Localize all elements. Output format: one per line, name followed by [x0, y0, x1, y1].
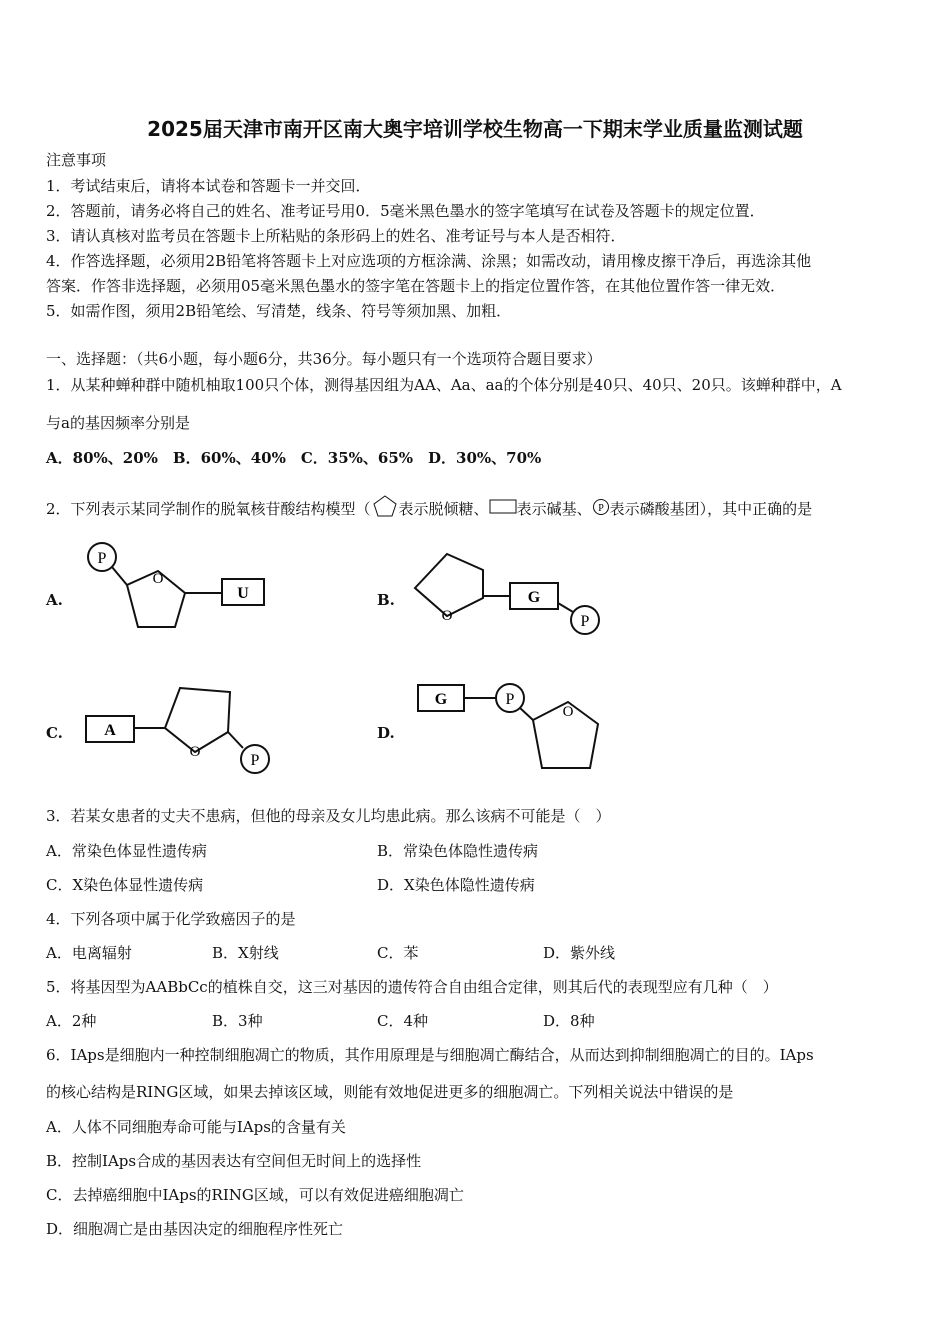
notice-item: 1．考试结束后，请将本试卷和答题卡一并交回．: [46, 177, 371, 195]
q4-stem: 4．下列各项中属于化学致癌因子的是: [46, 910, 296, 928]
notice-item: 2．答题前，请务必将自己的姓名、准考证号用0．5毫米黑色墨水的签字笔填写在试卷及答题卡的规定位置．: [46, 202, 765, 220]
q4-option: C．苯: [377, 944, 419, 962]
rectangle-icon: [489, 498, 517, 516]
q3-option: C．X染色体显性遗传病: [46, 876, 204, 894]
q2-text: 表示碱基、: [516, 500, 592, 518]
svg-text:P: P: [597, 503, 604, 514]
svg-text:O: O: [562, 704, 574, 720]
q2-option-b-diagram: [405, 548, 605, 638]
q1-stem: 1．从某种蝉种群中随机柚取100只个体，测得基因组为AA、Aa、aa的个体分别是40只、40只、20只。该蝉种群中，A: [46, 376, 842, 394]
notice-item: 5．如需作图，须用2B铅笔绘、写清楚，线条、符号等须加黑、加粗．: [46, 302, 512, 320]
q3-option: D．X染色体隐性遗传病: [377, 876, 535, 894]
q5-stem: 5．将基因型为AABbCc的植株自交，这三对基因的遗传符合自由组合定律，则其后代的表现型应有几种（ ）: [46, 978, 778, 996]
q5-option: A．2种: [46, 1012, 97, 1030]
q3-option: A．常染色体显性遗传病: [46, 842, 207, 860]
section-heading: 一、选择题：（共6小题，每小题6分，共36分。每小题只有一个选项符合题目要求）: [46, 350, 602, 368]
q2-option-c-label: C.: [46, 724, 63, 742]
notice-item: 答案．作答非选择题，必须用05毫米黑色墨水的签字笔在答题卡上的指定位置作答，在其他位置作答一律无效．: [46, 277, 786, 295]
svg-text:P: P: [97, 550, 107, 567]
q6-option: D．细胞凋亡是由基因决定的细胞程序性死亡: [46, 1220, 344, 1238]
svg-text:U: U: [237, 585, 249, 602]
q4-option: A．电离辐射: [46, 944, 132, 962]
q5-option: B．3种: [212, 1012, 263, 1030]
q4-option: B．X射线: [212, 944, 279, 962]
q2-option-d-diagram: [410, 680, 610, 775]
q6-stem-cont: 的核心结构是RING区域，如果去掉该区域，则能有效地促进更多的细胞凋亡。下列相关说法中错误的是: [46, 1083, 734, 1101]
q5-option: C．4种: [377, 1012, 429, 1030]
notice-heading: 注意事项: [46, 151, 107, 169]
q2-option-d-label: D.: [377, 724, 395, 742]
pentagon-icon: [371, 494, 399, 518]
q4-option: D．紫外线: [543, 944, 616, 962]
svg-text:G: G: [527, 589, 541, 606]
svg-text:P: P: [505, 691, 515, 708]
notice-item: 3．请认真核对监考员在答题卡上所粘贴的条形码上的姓名、准考证号与本人是否相符．: [46, 227, 626, 245]
svg-text:A: A: [104, 722, 116, 739]
q2-text: 表示脱倾糖、: [398, 500, 489, 518]
q2-text: 表示磷酸基团），其中正确的是: [609, 500, 813, 518]
q2-option-b-label: B.: [377, 591, 395, 609]
svg-text:O: O: [441, 608, 453, 624]
notice-item: 4．作答选择题，必须用2B铅笔将答题卡上对应选项的方框涂满、涂黑；如需改动，请用橡皮擦干净后，再选涂其他: [46, 252, 812, 270]
svg-text:O: O: [152, 571, 164, 587]
q1-stem-cont: 与a的基因频率分别是: [46, 414, 190, 432]
svg-text:G: G: [434, 691, 448, 708]
q6-option: B．控制IAps合成的基因表达有空间但无时间上的选择性: [46, 1152, 422, 1170]
q6-stem: 6．IAps是细胞内一种控制细胞凋亡的物质，其作用原理是与细胞凋亡酶结合，从而达到抑制细胞凋亡的目的。IAps: [46, 1046, 814, 1064]
q2-text: 2．下列表示某同学制作的脱氧核苷酸结构模型（: [46, 500, 371, 518]
svg-text:P: P: [580, 613, 590, 630]
svg-text:O: O: [189, 744, 201, 760]
page-title: 2025届天津市南开区南大奥宇培训学校生物高一下期末学业质量监测试题: [147, 117, 803, 141]
svg-text:P: P: [250, 752, 260, 769]
q2-stem: [46, 494, 812, 519]
phosphate-icon: [592, 498, 610, 516]
q2-option-c-diagram: [80, 682, 280, 777]
q2-option-a-label: A.: [46, 591, 63, 609]
q3-option: B．常染色体隐性遗传病: [377, 842, 539, 860]
q5-option: D．8种: [543, 1012, 595, 1030]
q6-option: C．去掉癌细胞中IAps的RING区域，可以有效促进癌细胞凋亡: [46, 1186, 464, 1204]
q1-options: A．80%、20% B．60%、40% C．35%、65% D．30%、70%: [46, 449, 542, 467]
q3-stem: 3．若某女患者的丈夫不患病，但他的母亲及女儿均患此病。那么该病不可能是（ ）: [46, 807, 611, 825]
q2-option-a-diagram: [80, 535, 280, 640]
q6-option: A．人体不同细胞寿命可能与IAps的含量有关: [46, 1118, 346, 1136]
